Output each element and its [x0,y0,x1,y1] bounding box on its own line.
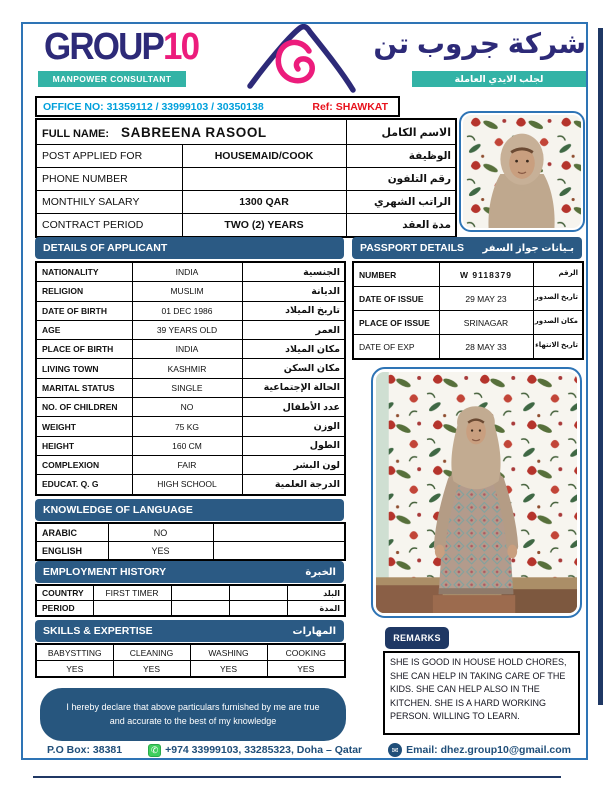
cell-label: PHONE NUMBER [36,168,182,191]
cell-label: COUNTRY [36,585,93,601]
cell-skill-header: WASHING [190,644,267,661]
arabic-company-name: شركة جروب تن [373,28,586,59]
cell-label: LIVING TOWN [36,359,132,378]
section-header-employment [35,561,344,583]
cell-label: POST APPLIED FOR [36,145,182,168]
brand-tagline-banner: MANPOWER CONSULTANT [38,71,186,87]
cell-value: INDIA [132,262,242,282]
declaration-banner: I hereby declare that above particulars furnished by me are true and accurate to the best of my knowledge [40,688,346,741]
cell-value [93,601,171,617]
full-name-label: FULL NAME: [42,127,110,140]
cell-arabic: الرقم [533,262,583,287]
cell-arabic: تاريخ الميلاد [242,301,345,320]
cell-skill-value: YES [267,661,345,678]
table-row [36,523,345,542]
table-row [36,475,345,495]
cell-value: HIGH SCHOOL [132,475,242,495]
table-row [36,417,345,436]
section-title: DETAILS OF APPLICANT [43,242,168,254]
cell-label: DATE OF EXP [353,335,439,360]
brand-name: GROUP [44,26,164,68]
phone-group [148,744,362,757]
office-numbers: OFFICE NO: 31359112 / 33999103 / 30350138 [43,100,264,113]
table-row [36,145,456,168]
cell-skill-header: COOKING [267,644,345,661]
cell-value: 01 DEC 1986 [132,301,242,320]
cell-value: 75 KG [132,417,242,436]
email-text: Email: dhez.group10@gmail.com [406,744,571,756]
office-contact-bar [35,96,400,117]
cell-label: HEIGHT [36,436,132,455]
cell-label: DATE OF ISSUE [353,287,439,311]
cell-arabic: البلد [287,585,345,601]
table-row [36,359,345,378]
cell-skill-value: YES [36,661,113,678]
table-row [36,542,345,561]
cell-arabic: مكان الميلاد [242,340,345,359]
table-row [353,287,583,311]
cell-value: 39 YEARS OLD [132,320,242,339]
cell-value: HOUSEMAID/COOK [182,145,346,168]
cell-arabic: الراتب الشهري [346,191,456,214]
section-header-skills [35,620,344,642]
ref-badge: Ref: SHAWKAT [312,100,388,113]
cell-label: ARABIC [36,523,108,542]
passport-table [352,261,584,360]
cell-value: NO [132,398,242,417]
cell-value: MUSLIM [132,282,242,301]
cell-arabic: لون البشر [242,455,345,474]
cell-value: W 9118379 [439,262,533,287]
cell-arabic: عدد الأطفال [242,398,345,417]
section-title: SKILLS & EXPERTISE [43,625,153,637]
cell-arabic: الوظيفة [346,145,456,168]
cell-arabic: الطول [242,436,345,455]
skills-table [35,643,346,678]
table-row [36,301,345,320]
cell-label: PLACE OF BIRTH [36,340,132,359]
full-name-cell [36,119,346,145]
cell-empty [171,601,229,617]
table-row [353,262,583,287]
cell-skill-header: BABYSTTING [36,644,113,661]
cell-label: WEIGHT [36,417,132,436]
cell-label: PLACE OF ISSUE [353,311,439,335]
cell-label: NO. OF CHILDREN [36,398,132,417]
table-row [36,262,345,282]
whatsapp-icon: ✆ [148,744,161,757]
cell-value: FIRST TIMER [93,585,171,601]
applicant-fullbody-photo-frame [371,367,582,618]
table-row [36,282,345,301]
cell-arabic: رقم التلفون [346,168,456,191]
cell-value: SINGLE [132,378,242,397]
po-box-text: P.O Box: 38381 [47,744,123,756]
section-title: KNOWLEDGE OF LANGUAGE [43,504,193,516]
cell-value: FAIR [132,455,242,474]
brand-suffix: 10 [163,26,199,68]
section-title: PASSPORT DETAILS [360,242,465,254]
cell-arabic: الحالة الإجتماعية [242,378,345,397]
remarks-box: SHE IS GOOD IN HOUSE HOLD CHORES, SHE CAN HELP IN TAKING CARE OF THE KIDS. SHE CAN HELP ALSO IN THE KITCHEN. SHE IS A HARD WORKING PERSON. WILLING TO LEARN. [383,651,580,735]
cell-arabic: الديانة [242,282,345,301]
cell-label: CONTRACT PERIOD [36,214,182,238]
applicant-table [35,261,346,496]
language-table [35,522,346,561]
table-row [36,168,456,191]
cell-value: SRINAGAR [439,311,533,335]
cell-arabic: العمر [242,320,345,339]
table-row [36,455,345,474]
table-row [36,436,345,455]
table-row [36,191,456,214]
table-row [36,340,345,359]
table-row [353,335,583,360]
cell-label: NATIONALITY [36,262,132,282]
cell-value: 1300 QAR [182,191,346,214]
cell-skill-value: YES [190,661,267,678]
cell-empty [213,523,345,542]
table-row [36,585,345,601]
cell-value [182,168,346,191]
email-group [388,743,571,757]
phone-text: +974 33999103, 33285323, Doha – Qatar [165,744,363,756]
cell-value: NO [108,523,213,542]
cell-label: AGE [36,320,132,339]
cell-value: INDIA [132,340,242,359]
applicant-fullbody-photo [376,372,577,613]
table-row [36,320,345,339]
table-row [36,661,345,678]
cell-arabic: المدة [287,601,345,617]
cell-value: KASHMIR [132,359,242,378]
cell-label: PERIOD [36,601,93,617]
table-row [36,644,345,661]
brand-logo [44,26,198,69]
applicant-portrait-photo [463,115,581,228]
table-row [36,601,345,617]
cell-arabic: الوزن [242,417,345,436]
cell-value: 29 MAY 23 [439,287,533,311]
bottom-rule [33,776,561,778]
cell-label: ENGLISH [36,542,108,561]
cell-value: 160 CM [132,436,242,455]
cell-arabic: مدة العقد [346,214,456,238]
arabic-tagline-banner: لجلب الايدي العاملة [412,71,586,87]
cell-label: MONTHILY SALARY [36,191,182,214]
footer-contact-bar [33,741,585,759]
cell-arabic: الجنسية [242,262,345,282]
applicant-portrait-photo-frame [459,111,585,232]
cell-label: MARITAL STATUS [36,378,132,397]
cell-arabic: الدرجة العلمية [242,475,345,495]
table-row [36,398,345,417]
cell-label: DATE OF BIRTH [36,301,132,320]
cell-arabic: تاريخ الصدور [533,287,583,311]
table-row [36,214,456,238]
cell-skill-header: CLEANING [113,644,190,661]
right-edge-rule [598,28,603,705]
section-header-passport [352,237,582,259]
cell-value: YES [108,542,213,561]
cell-empty [213,542,345,561]
cell-value: 28 MAY 33 [439,335,533,360]
remarks-label: REMARKS [385,627,449,649]
table-row [36,119,456,145]
section-header-language [35,499,344,521]
employment-table [35,584,346,617]
cell-label: EDUCAT. Q. G [36,475,132,495]
email-icon: ✉ [388,743,402,757]
full-name-value: SABREENA RASOOL [121,124,267,140]
cell-label: COMPLEXION [36,455,132,474]
table-row [36,378,345,397]
cell-value: TWO (2) YEARS [182,214,346,238]
section-header-applicant [35,237,344,259]
cell-arabic: الاسم الكامل [346,119,456,145]
cell-skill-value: YES [113,661,190,678]
table-row [353,311,583,335]
cell-arabic: مكان الصدور [533,311,583,335]
cell-arabic: تاريخ الانتهاء [533,335,583,360]
cell-label: RELIGION [36,282,132,301]
section-title-arabic: بـيانات جواز السفر [482,242,574,254]
cell-arabic: مكان السكن [242,359,345,378]
cell-empty [229,601,287,617]
section-title-arabic: المهارات [292,625,336,637]
cell-empty [171,585,229,601]
name-table [35,118,457,238]
section-title: EMPLOYMENT HISTORY [43,566,167,578]
cell-empty [229,585,287,601]
cell-label: NUMBER [353,262,439,287]
section-title-arabic: الخبرة [305,566,336,578]
